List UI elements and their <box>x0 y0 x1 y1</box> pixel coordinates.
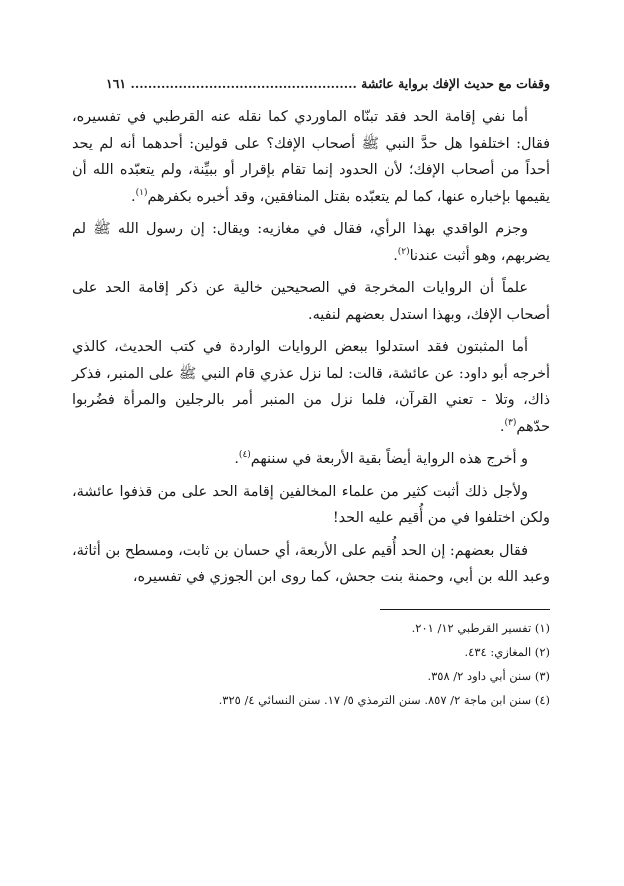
footnote-item: (٤) سنن ابن ماجة ٢/ ٨٥٧. سنن الترمذي ٥/ ١٧. سنن النسائي ٤/ ٣٢٥. <box>218 692 550 707</box>
header-title: وقفات مع حديث الإفك برواية عائشة <box>361 76 550 91</box>
footnote-item: (٣) سنن أبي داود ٢/ ٣٥٨. <box>427 668 550 683</box>
paragraph: علماً أن الروايات المخرجة في الصحيحين خالية عن ذكر إقامة الحد على أصحاب الإفك، وبهذا استدل بعضهم لنفيه. <box>72 280 550 323</box>
page-number: ١٦١ <box>105 76 127 91</box>
paragraph: وجزم الواقدي بهذا الرأي، فقال في مغازيه: ويقال: إن رسول الله ﷺ لم يضربهم، وهو أثبت عندنا$^{(٢)}$. <box>72 221 550 264</box>
footnote-divider <box>380 609 550 610</box>
document-page <box>72 74 550 712</box>
running-header <box>72 74 550 94</box>
paragraph: فقال بعضهم: إن الحد أُقيم على الأربعة، أي حسان بن ثابت، ومسطح بن أثاثة، وعبد الله بن أبي، وحمنة بنت جحش، كما روى ابن الجوزي في تفسيره، <box>72 542 550 585</box>
paragraph: أما نفي إقامة الحد فقد تبنّاه الماوردي كما نقله عنه القرطبي في تفسيره، فقال: اختلفوا هل حدَّ النبي ﷺ أصحاب الإفك؟ على قولين: أحدهما أنه لم يحد أحداً من أصحاب الإفك؛ لأن الحدود إنما تقام بإقرار أو ببيِّنة، ولم يتعبّده الله أن يقيمها بإخباره عنها، كما لم يتعبّده بقتل المنافقين، وقد أخبره بكفرهم$^{(١)}$. <box>72 109 550 205</box>
paragraph: أما المثبتون فقد استدلوا ببعض الروايات الواردة في كتب الحديث، كالذي أخرجه أبو داود: عن عائشة، قالت: لما نزل عذري قام النبي ﷺ على المنبر، فذكر ذاك، وتلا - تعني القرآن، فلما نزل من المنبر أمر بالرجلين والمرأة فضُربوا حدّهم$^{(٣)}$. <box>72 339 550 435</box>
footnote-ref: (٢) <box>397 246 410 257</box>
body-text <box>72 104 550 591</box>
footnote-ref: (٣) <box>504 417 517 428</box>
footnote-ref: (٤) <box>238 450 251 461</box>
footnote-item: (٢) المغازي: ٤٣٤. <box>464 644 550 659</box>
footnote-item: (١) تفسير القرطبي ١٢/ ٢٠١. <box>411 620 550 635</box>
footnotes <box>72 616 550 712</box>
footnote-ref: (١) <box>135 187 148 198</box>
paragraph: و أخرج هذه الرواية أيضاً بقية الأربعة في سننهم$^{(٤)}$. <box>234 450 528 467</box>
paragraph: ولأجل ذلك أثبت كثير من علماء المخالفين إقامة الحد على من قذفوا عائشة، ولكن اختلفوا في من أُقيم عليه الحد! <box>72 483 550 526</box>
header-leader-dots: .................................................... <box>130 76 357 91</box>
